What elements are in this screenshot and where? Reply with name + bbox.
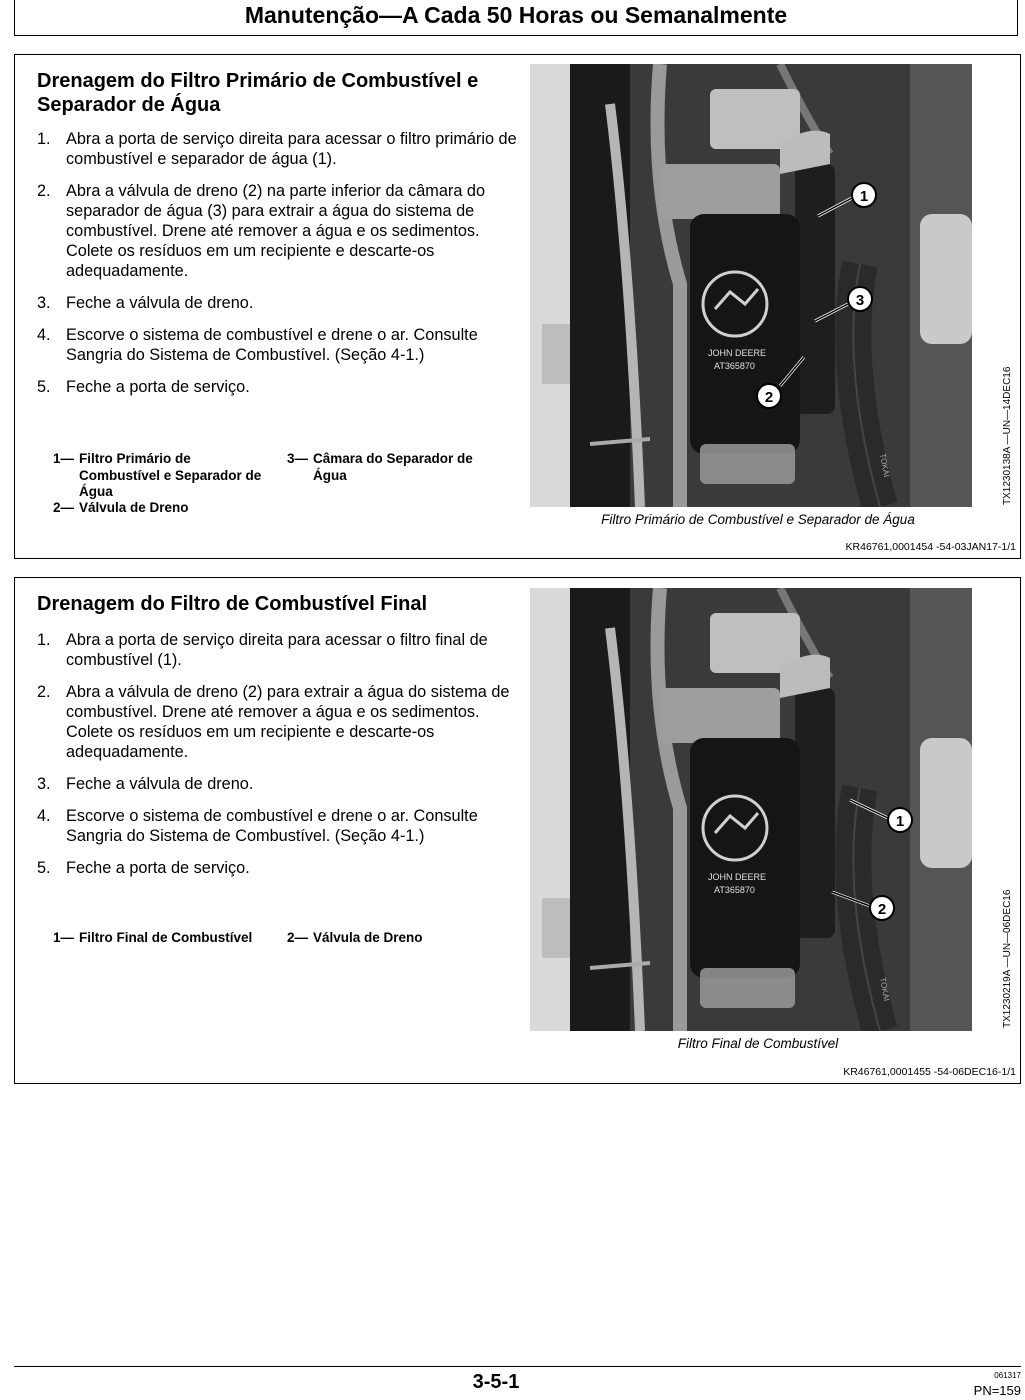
page-title: Manutenção—A Cada 50 Horas ou Semanalmente [14,0,1018,36]
legend-item [53,500,269,517]
step-number: 2. [37,683,51,701]
legend-text: Válvula de Dreno [313,930,423,945]
legend [53,930,513,950]
step-text: Escorve o sistema de combustível e drene o ar. Consulte Sangria do Sistema de Combustível. (Seção 4-1.) [66,326,478,364]
callout-2-label: 2 [877,901,887,918]
legend-item [287,451,503,484]
filter-brand-text: JOHN DEERE [708,872,767,882]
legend-number: 1— [53,451,75,466]
step-number: 3. [37,775,51,793]
step-number: 2. [37,182,51,200]
legend-number: 2— [287,930,309,945]
step-number: 1. [37,631,51,649]
step-number: 5. [37,859,51,877]
step-item [37,774,517,794]
steps-list [37,129,517,409]
step-text: Feche a válvula de dreno. [66,775,254,793]
legend-item [53,930,309,947]
filter-part-number-text: AT365870 [714,885,755,895]
engine-photo-illustration [530,588,972,1031]
legend-text: Câmara do Separador de Água [313,451,473,483]
step-item [37,325,517,365]
callout-2-label: 2 [764,389,774,406]
legend-text: Filtro Primário de Combustível e Separador de Água [79,451,262,499]
photo-primary-filter [530,64,972,507]
step-text: Feche a porta de serviço. [66,378,250,396]
figure-code: TX1230219A —UN—06DEC16 [1002,889,1013,1028]
step-item [37,682,517,762]
step-number: 4. [37,807,51,825]
reference-code: KR46761,0001455 -54-06DEC16-1/1 [843,1066,1016,1078]
legend-number: 3— [287,451,309,466]
step-number: 4. [37,326,51,344]
footer-date-code: 061317 [994,1371,1021,1380]
section-title: Drenagem do Filtro Primário de Combustível e Separador de Água [37,70,479,116]
photo-caption: Filtro Primário de Combustível e Separador de Água [601,512,915,527]
legend-item [287,930,513,947]
callout-1-label: 1 [895,813,905,830]
steps-list [37,630,517,890]
hose-text: TOKAI [878,452,892,478]
step-text: Feche a porta de serviço. [66,859,250,877]
filter-part-number-text: AT365870 [714,361,755,371]
section-title: Drenagem do Filtro de Combustível Final [37,593,428,615]
legend-item [53,451,269,501]
engine-photo-illustration [530,64,972,507]
section-final-filter [14,577,1021,1084]
callout-3-label: 3 [855,292,865,309]
step-number: 3. [37,294,51,312]
step-text: Feche a válvula de dreno. [66,294,254,312]
step-text: Escorve o sistema de combustível e drene o ar. Consulte Sangria do Sistema de Combustível. (Seção 4-1.) [66,807,478,845]
legend-text: Válvula de Dreno [79,500,189,515]
section-primary-filter [14,54,1021,559]
step-number: 5. [37,378,51,396]
reference-code: KR46761,0001454 -54-03JAN17-1/1 [845,541,1016,553]
callout-1-label: 1 [859,188,869,205]
photo-caption: Filtro Final de Combustível [677,1036,839,1051]
step-number: 1. [37,130,51,148]
step-text: Abra a válvula de dreno (2) na parte inferior da câmara do separador de água (3) para extrair a água do sistema de combustível. Drene até remover a água e os sedimentos. Colete os resíduos em um recipiente e descarte-os adequadamente. [66,182,486,280]
legend-text: Filtro Final de Combustível [79,930,253,945]
photo-final-filter [530,588,972,1031]
step-item [37,377,517,397]
step-item [37,630,517,670]
hose-text: TOKAI [878,976,892,1002]
legend-number: 2— [53,500,75,515]
step-item [37,129,517,169]
step-text: Abra a válvula de dreno (2) para extrair a água do sistema de combustível. Drene até remover a água e os sedimentos. Colete os resíduos em um recipiente e descarte-os adequadamente. [66,683,510,761]
step-item [37,181,517,281]
legend-number: 1— [53,930,75,945]
page-number: 3-5-1 [472,1371,520,1393]
footer-pn: PN=159 [973,1383,1021,1398]
step-item [37,293,517,313]
step-text: Abra a porta de serviço direita para acessar o filtro primário de combustível e separador de água (1). [66,130,517,168]
footer-divider [14,1366,1021,1367]
step-item [37,806,517,846]
step-item [37,858,517,878]
step-text: Abra a porta de serviço direita para acessar o filtro final de combustível (1). [66,631,488,669]
figure-code: TX1230138A —UN—14DEC16 [1002,366,1013,505]
legend [53,451,513,521]
filter-brand-text: JOHN DEERE [708,348,767,358]
